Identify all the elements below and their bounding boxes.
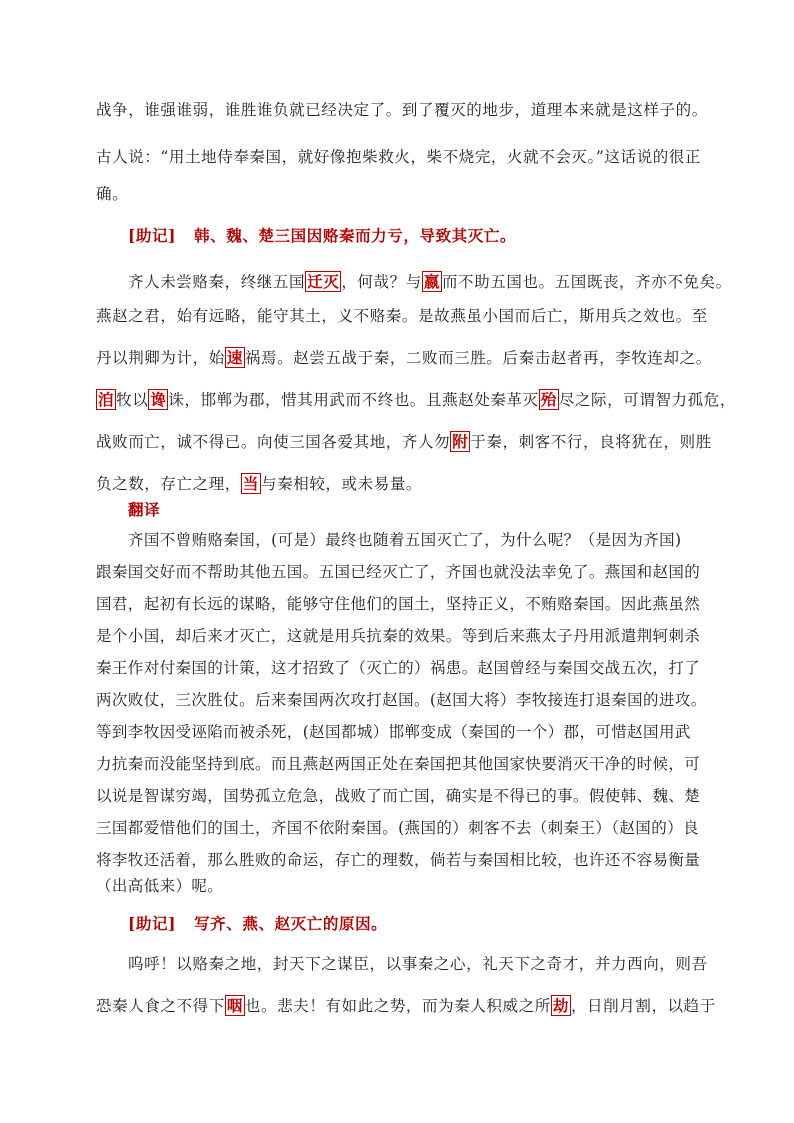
classical-text: 燕赵之君，始有远略，能守其土，义不赂秦。是故燕虽小国而后亡，斯用兵之效也。至 — [96, 307, 708, 325]
classical-line-6 — [96, 472, 422, 494]
classical-line-5 — [96, 430, 712, 452]
highlighted-word: 殆 — [540, 390, 557, 409]
intro-text-3: 确。 — [96, 185, 129, 203]
translation-text: 是个小国，却后来才灭亡，这就是用兵抗秦的效果。等到后来燕太子丹用派遣荆轲刺杀 — [96, 627, 701, 645]
highlighted-word: 附 — [452, 432, 469, 451]
translation-heading — [128, 498, 160, 520]
classical-text: 尽之际，可谓智力孤危， — [558, 391, 736, 409]
translation-text: 国君，起初有长远的谋略，能够守住他们的国土，坚持正义，不贿赂秦国。因此燕虽然 — [96, 595, 701, 613]
highlighted-word: 谗 — [150, 390, 167, 409]
highlighted-word: 迁灭 — [307, 272, 340, 291]
mnemonic-text: 写齐、燕、赵灭亡的原因。 — [194, 914, 388, 933]
classical-text: 而不助五国也。五国既丧，齐亦不免矣。 — [441, 273, 732, 291]
mnemonic-tag: [助记] — [128, 914, 177, 933]
final-line-2 — [96, 994, 716, 1016]
translation-text: 齐国不曾贿赂秦国，(可是）最终也随着五国灭亡了，为什么呢？（是因为齐国) — [128, 531, 682, 549]
highlighted-word: 速 — [226, 348, 243, 367]
translation-line — [96, 656, 700, 678]
classical-line-3 — [96, 346, 712, 368]
translation-line — [96, 784, 700, 806]
classical-line-4 — [96, 388, 736, 410]
translation-text: 三国都爱惜他们的国土，齐国不依附秦国。(燕国的）刺客不去（刺秦王）（赵国的）良 — [96, 819, 699, 837]
classical-line-2 — [96, 304, 708, 326]
intro-line-3 — [96, 182, 128, 204]
classical-text: 诛，邯郸为郡，惜其用武而不终也。且燕赵处秦革灭 — [168, 391, 539, 409]
classical-line-1 — [128, 270, 732, 292]
translation-line — [96, 848, 700, 870]
translation-text: 以说是智谋穷竭，国势孤立危急，战败了而亡国，确实是不得已的事。假使韩、魏、楚 — [96, 787, 701, 805]
intro-text-1: 战争，谁强谁弱，谁胜谁负就已经决定了。到了覆灭的地步，道理本来就是这样子的。 — [96, 101, 708, 119]
classical-text: ，日削月割，以趋于 — [570, 997, 716, 1015]
classical-text: ，何哉？与 — [341, 273, 422, 291]
classical-text: 恐秦人食之不得下 — [96, 997, 225, 1015]
mnemonic-tag: [助记] — [128, 226, 177, 245]
intro-line-1 — [96, 98, 708, 120]
translation-text: 将李牧还活着，那么胜败的命运，存亡的理数，倘若与秦国相比较，也许还不容易衡量 — [96, 851, 701, 869]
mnemonic-text: 韩、魏、楚三国因赂秦而力亏，导致其灭亡。 — [194, 226, 517, 245]
classical-text: 战败而亡，诚不得已。向使三国各爱其地，齐人勿 — [96, 433, 451, 451]
highlighted-word: 洎 — [98, 390, 115, 409]
mnemonic-note-1 — [128, 224, 516, 246]
translation-text: 秦王作对付秦国的计策，这才招致了（灭亡的）祸患。赵国曾经与秦国交战五次，打了 — [96, 659, 701, 677]
intro-line-2 — [96, 145, 701, 167]
classical-text: 丹以荆卿为计，始 — [96, 349, 225, 367]
highlighted-word: 当 — [242, 474, 260, 493]
translation-heading-text: 翻译 — [128, 500, 161, 519]
highlighted-word: 劫 — [552, 996, 569, 1015]
translation-line — [128, 528, 682, 550]
classical-text: 呜呼！以赂秦之地，封天下之谋臣，以事秦之心，礼天下之奇才，并力西向，则吾 — [128, 955, 708, 973]
highlighted-word: 咽 — [226, 996, 243, 1015]
translation-line — [96, 624, 700, 646]
classical-text: 负之数，存亡之理， — [96, 475, 241, 493]
translation-line — [96, 816, 699, 838]
classical-text: 齐人未尝赂秦，终继五国 — [128, 273, 306, 291]
classical-text: 于秦，刺客不行，良将犹在，则胜 — [470, 433, 712, 451]
translation-text: 跟秦国交好而不帮助其他五国。五国已经灭亡了，齐国也就没法幸免了。燕国和赵国的 — [96, 563, 701, 581]
classical-text: 祸焉。赵尝五战于秦，二败而三胜。后秦击赵者再，李牧连却之。 — [244, 349, 712, 367]
translation-text: 两次败仗，三次胜仗。后来秦国两次攻打赵国。(赵国大将）李牧接连打退秦国的进攻。 — [96, 691, 707, 709]
translation-line — [96, 874, 223, 896]
intro-text-2: 古人说：“用土地侍奉秦国，就好像抱柴救火，柴不烧完，火就不会灭。”这话说的很正 — [96, 148, 702, 166]
translation-text: 力抗秦而没能坚持到底。而且燕赵两国正处在秦国把其他国家快要消灭干净的时候，可 — [96, 755, 701, 773]
translation-line — [96, 560, 700, 582]
classical-text: 也。悲夫！有如此之势，而为秦人积威之所 — [244, 997, 551, 1015]
translation-text: （出高低来）呢。 — [96, 877, 224, 895]
classical-text: 牧以 — [116, 391, 149, 409]
final-line-1 — [128, 952, 708, 974]
classical-text: 与秦相较，或未易量。 — [261, 475, 423, 493]
translation-line — [96, 688, 707, 710]
translation-line — [96, 752, 700, 774]
mnemonic-note-2 — [128, 912, 387, 934]
translation-line — [96, 720, 691, 742]
highlighted-word: 嬴 — [423, 272, 440, 291]
translation-text: 等到李牧因受诬陷而被杀死，(赵国都城）邯郸变成（秦国的一个）郡，可惜赵国用武 — [96, 723, 691, 741]
translation-line — [96, 592, 700, 614]
